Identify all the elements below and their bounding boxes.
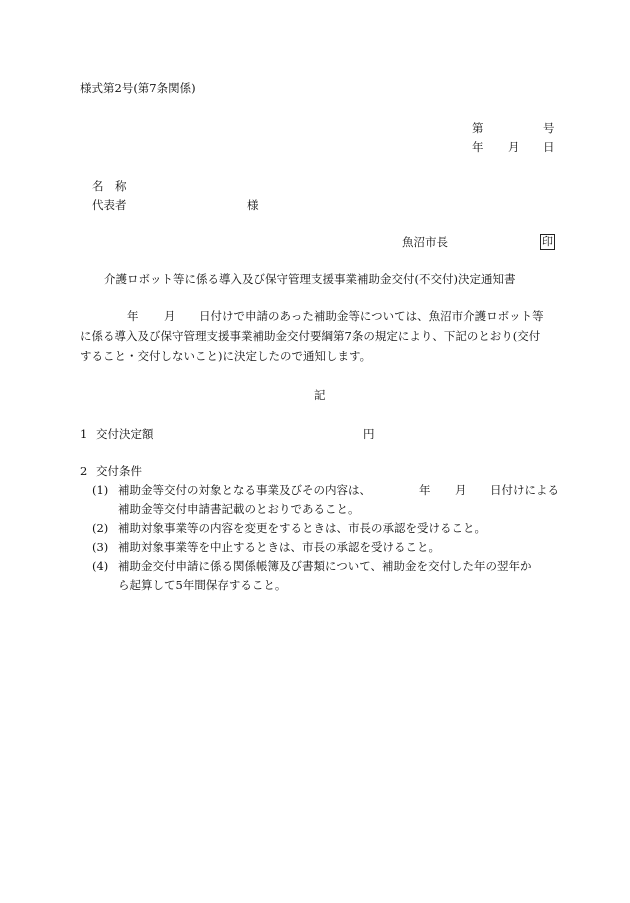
condition-2-num: (2) — [92, 521, 109, 535]
condition-2-text: 補助対象事業等の内容を変更をするときは、市長の承認を受けること。 — [118, 521, 486, 535]
condition-1-month: 月 — [455, 483, 467, 497]
condition-4-num: (4) — [92, 559, 109, 573]
section2-num: 2 — [80, 464, 88, 478]
section2-label: 交付条件 — [96, 464, 142, 478]
form-label: 様式第2号(第7条関係) — [80, 81, 196, 95]
body-line1-month: 月 — [164, 309, 176, 323]
condition-1-line2: 補助金等交付申請書記載のとおりであること。 — [118, 502, 360, 516]
section1-label: 交付決定額 — [96, 427, 154, 441]
body-line1-year: 年 — [127, 309, 139, 323]
condition-3-text: 補助対象事業等を中止するときは、市長の承認を受けること。 — [118, 540, 440, 554]
date-day: 日 — [543, 140, 555, 154]
number-dai: 第 — [472, 121, 484, 135]
ki-heading: 記 — [314, 388, 326, 402]
recipient-sama: 様 — [247, 198, 259, 212]
condition-1-year: 年 — [419, 483, 431, 497]
seal-mark — [540, 233, 555, 250]
body-line2: に係る導入及び保守管理支援事業補助金交付要綱第7条の規定により、下記のとおり(交付 — [80, 329, 541, 343]
issuer-title: 魚沼市長 — [402, 235, 448, 249]
body-line1-rest: 日付けで申請のあった補助金等については、魚沼市介護ロボット等 — [199, 309, 544, 323]
seal-icon: 印 — [542, 235, 553, 248]
section1-num: 1 — [80, 427, 88, 441]
condition-4-text: 補助金交付申請に係る関係帳簿及び書類について、補助金を交付した年の翌年か — [118, 559, 532, 573]
condition-3-num: (3) — [92, 540, 109, 554]
condition-4-line2: ら起算して5年間保存すること。 — [118, 578, 287, 592]
date-year: 年 — [472, 140, 484, 154]
condition-1-num: (1) — [92, 483, 109, 497]
recipient-rep-label: 代表者 — [92, 198, 127, 212]
date-month: 月 — [508, 140, 520, 154]
recipient-name-label: 名 称 — [92, 179, 127, 193]
section1-unit: 円 — [363, 427, 375, 441]
number-go: 号 — [543, 121, 555, 135]
condition-1-text-b: 日付けによる — [490, 483, 559, 497]
document-title: 介護ロボット等に係る導入及び保守管理支援事業補助金交付(不交付)決定通知書 — [104, 272, 516, 286]
condition-1-text-a: 補助金等交付の対象となる事業及びその内容は、 — [118, 483, 371, 497]
body-line3: すること・交付しないこと)に決定したので通知します。 — [80, 349, 372, 363]
